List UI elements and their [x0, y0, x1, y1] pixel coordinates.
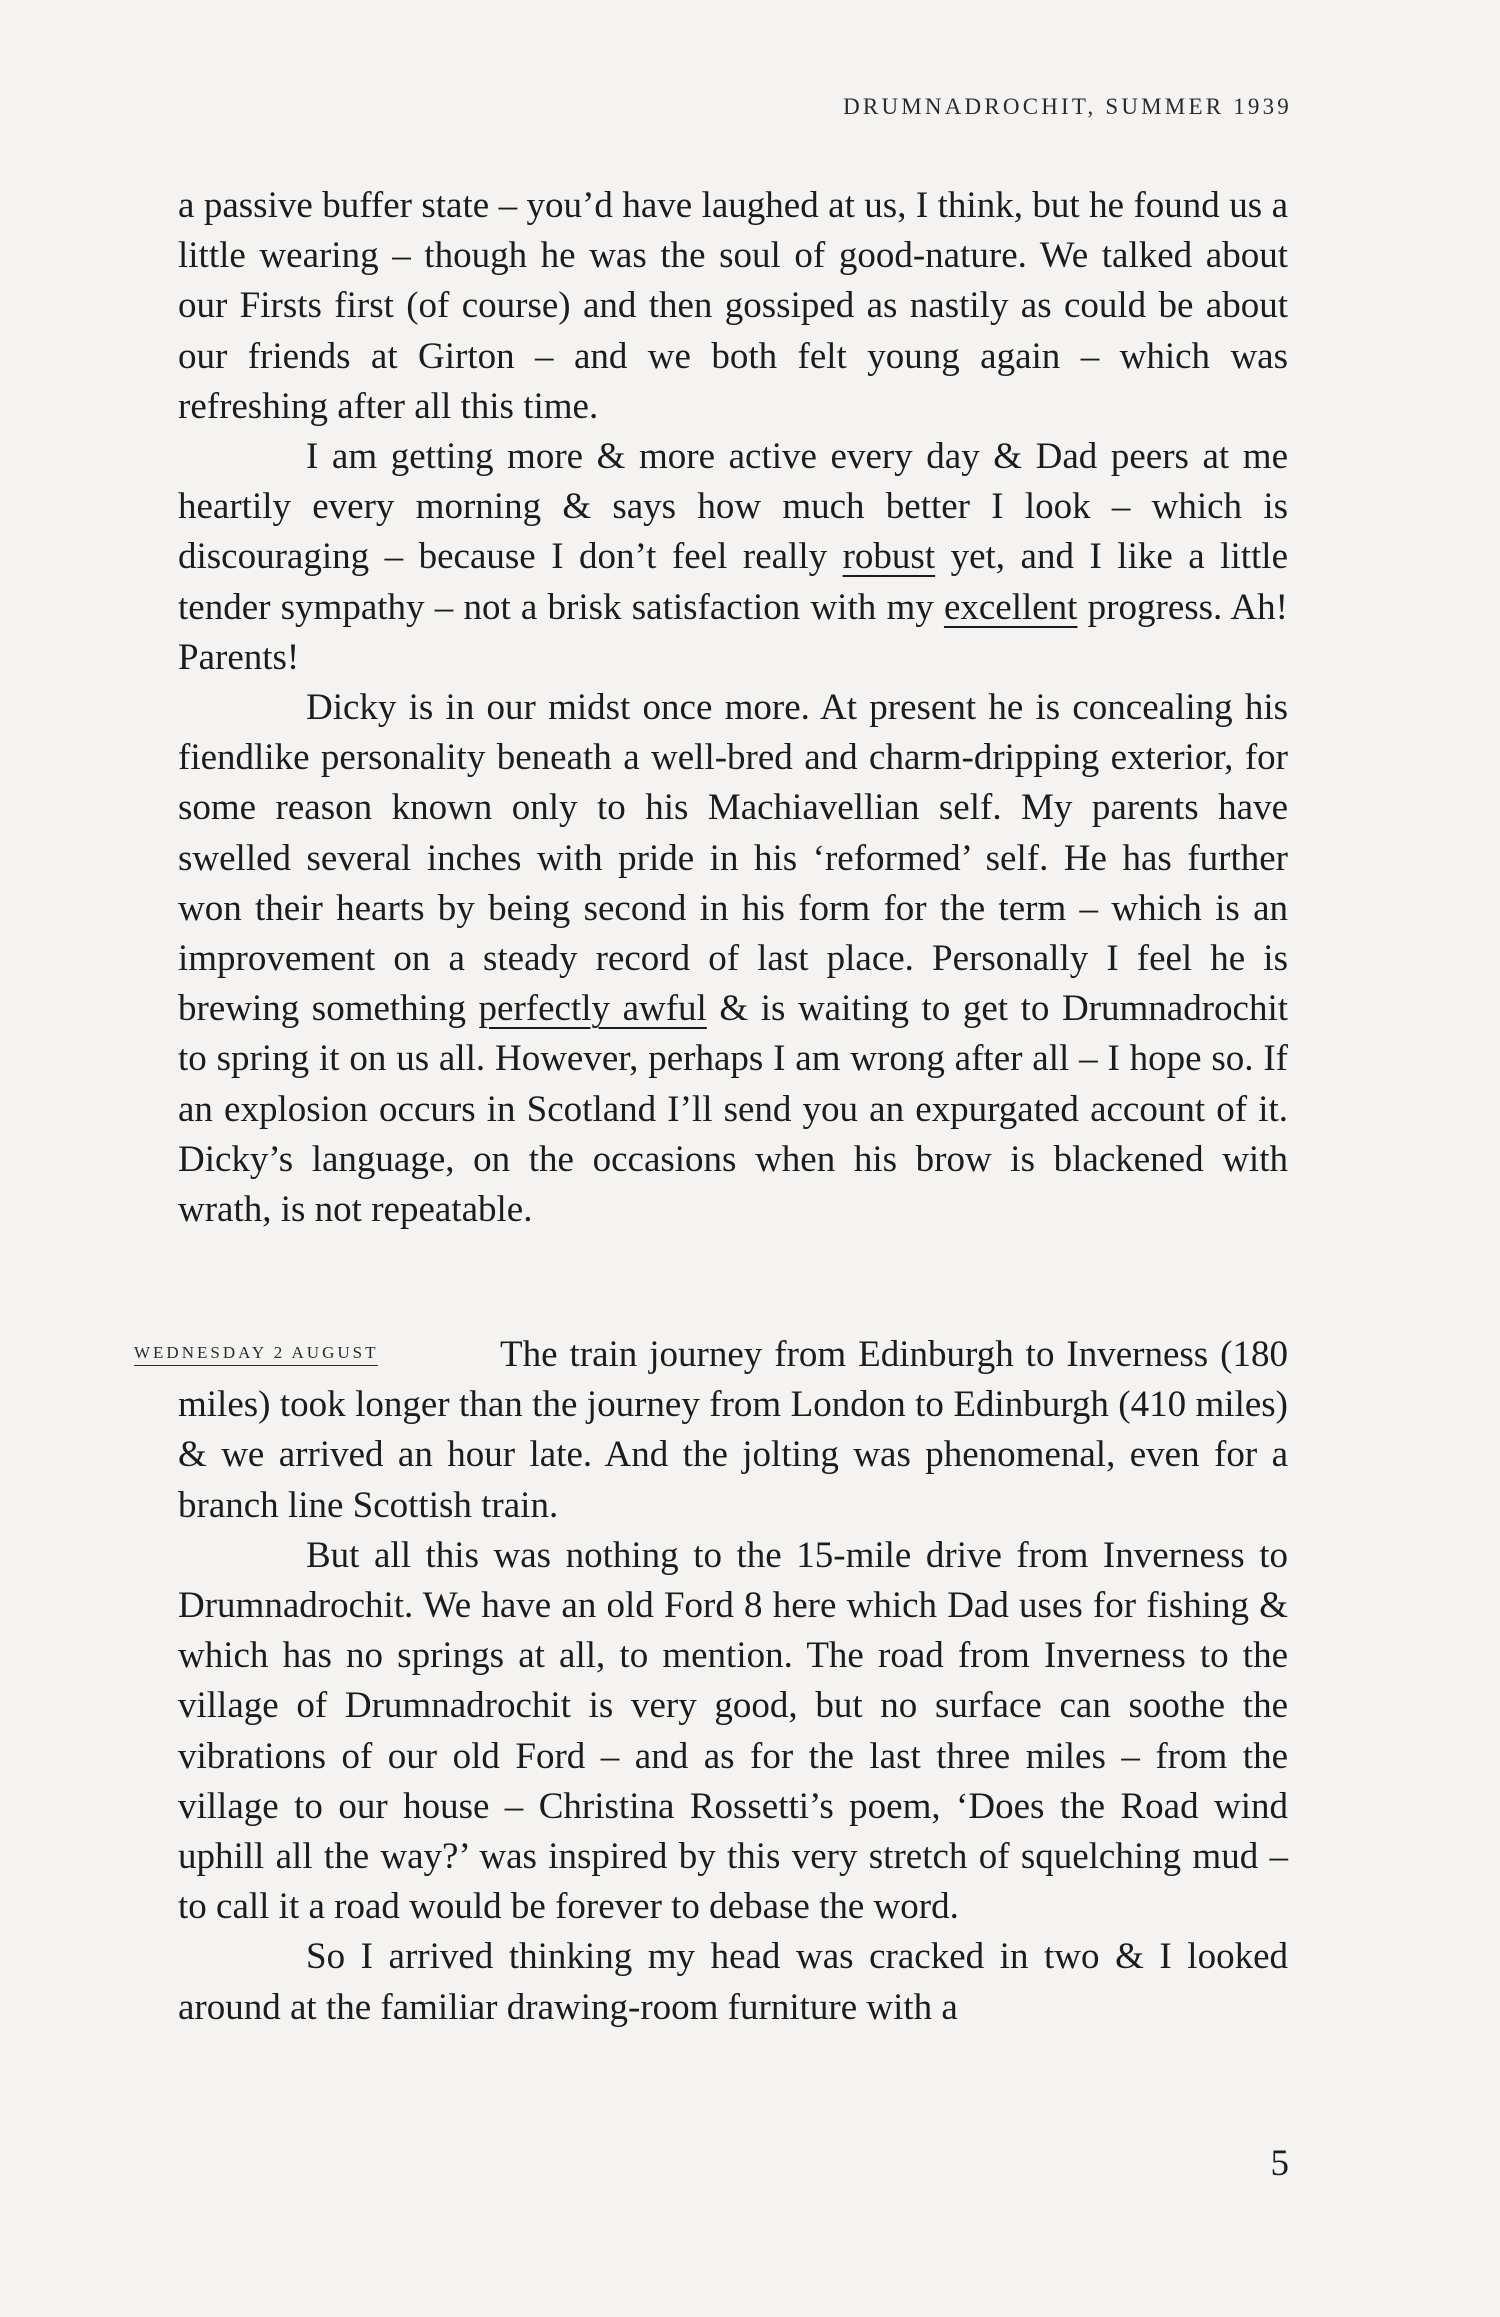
underlined-word: robust	[842, 536, 936, 578]
text-run: I am getting more & more active every day & Dad peers at me heartily every morning & says how much better I look – which is discouraging – because I don’t feel really	[178, 436, 1288, 578]
text-run: progress. Ah! Parents!	[178, 586, 1288, 678]
underlined-phrase: perfectly awful	[478, 988, 707, 1030]
paragraph: So I arrived thinking my head was cracked in two & I looked around at the familiar drawing-room furniture with a	[178, 1936, 1288, 2028]
page-number: 5	[1270, 2143, 1289, 2184]
running-head: DRUMNADROCHIT, SUMMER 1939	[843, 94, 1292, 119]
text-run: Dicky is in our midst once more. At present he is concealing his fiendlike personality beneath a well-bred and charm-dripping exterior, for some reason known only to his Machiavellian self. My parents have swelled several inches with pride in his ‘reformed’ self. He has further won their hearts by being second in his form for the term – which is an improvement on a steady record of last place. Personally I feel he is brewing something	[178, 687, 1288, 1030]
diary-text-top	[178, 181, 1288, 1235]
paragraph: a passive buffer state – you’d have laughed at us, I think, but he found us a little wearing – though he was the soul of good-nature. We talked about our Firsts first (of course) and then gossiped as nastily as could be about our friends at Girton – and we both felt young again – which was refreshing after all this time.	[178, 185, 1288, 427]
diary-text-entry	[178, 1330, 1288, 2033]
paragraph	[178, 683, 1288, 1235]
text-run: yet, and I like a little tender sympathy – not a brisk satisfaction with my	[178, 536, 1289, 628]
paragraph	[178, 1330, 1288, 1531]
entry-date: WEDNESDAY 2 AUGUST	[134, 1343, 378, 1366]
text-run: & is waiting to get to Drumnadrochit to spring it on us all. However, perhaps I am wrong after all – I hope so. If an explosion occurs in Scotland I’ll send you an expurgated account of it. Dicky’s language, on the occasions when his brow is blackened with wrath, is not repeatable.	[178, 988, 1288, 1231]
paragraph: But all this was nothing to the 15-mile drive from Inverness to Drumnadrochit. We have an old Ford 8 here which Dad uses for fishing & which has no springs at all, to mention. The road from Inverness to the village of Drumnadrochit is very good, but no surface can soothe the vibrations of our old Ford – and as for the last three miles – from the village to our house – Christina Rossetti’s poem, ‘Does the Road wind uphill all the way?’ was inspired by this very stretch of squelching mud – to call it a road would be forever to debase the word.	[178, 1534, 1288, 1928]
paragraph	[178, 432, 1288, 683]
text-run: The train journey from Edinburgh to Inverness (180 miles) took longer than the journey from London to Edinburgh (410 miles) & we arrived an hour late. And the jolting was phenomenal, even for a branch line Scottish train.	[178, 1334, 1288, 1526]
underlined-word: excellent	[943, 586, 1078, 628]
